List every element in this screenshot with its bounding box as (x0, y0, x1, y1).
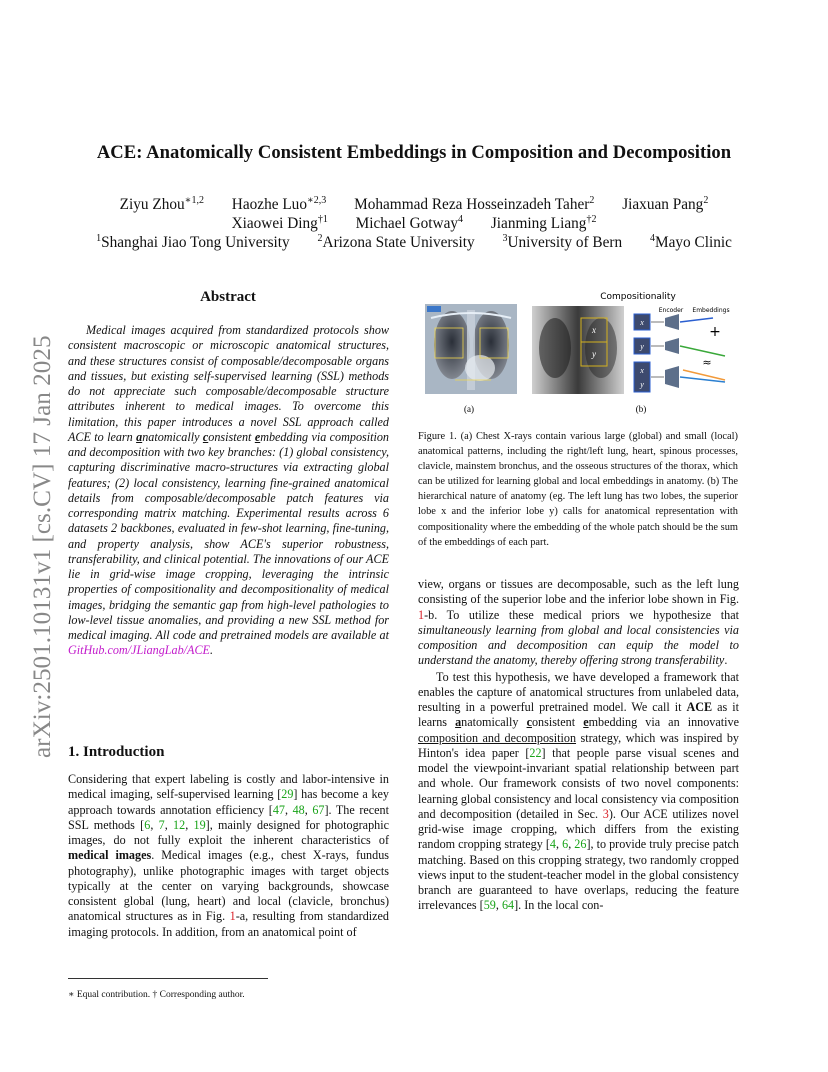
arxiv-id-text: arXiv:2501.10131v1 [cs.CV] 17 Jan 2025 (29, 335, 56, 758)
encoder-label: Encoder (658, 307, 684, 314)
author: Mohammad Reza Hosseinzadeh Taher$^2$ (354, 195, 595, 213)
citation-link[interactable]: 48 (292, 802, 305, 817)
patch-label-y: y (592, 349, 596, 359)
paragraph: view, organs or tissues are decomposable, such as the left lung consisting of the superior lobe and the inferior lobe shown in Fig. 1-b. To utilize these medical priors we hypothesize that simultaneously learning from global and local consistencies via composition and decomposition can equip the model to understand the anatomy, thereby offering strong transferability. (418, 577, 739, 668)
figure-1-caption: Figure 1. (a) Chest X-rays contain various large (global) and small (local) anatomical patterns, including the right/left lung, heart, spinous processes, clavicle, mainstem bronchus, and the osseous structures of the thorax, which can be utilized for learning global and local embeddings in anatomy. (b) The hierarchical nature of anatomy (eg. The left lung has two lobes, the superior lobe x and the inferior lobe y) calls for anatomical representation with compositionality where the embedding of the whole patch should be the sum of the embeddings of each part. (418, 431, 738, 548)
abstract-heading: Abstract (200, 289, 256, 305)
row-label-y-combined: y (640, 380, 644, 389)
panel-label-a: (a) (464, 404, 474, 414)
affiliation: $^2$Arizona State University (317, 233, 475, 251)
affiliation: $^1$Shanghai Jiao Tong University (96, 233, 290, 251)
chest-xray-image-b (532, 306, 624, 394)
author-line-2 (50, 215, 778, 233)
author: Ziyu Zhou$^{∗1,2}$ (119, 195, 204, 213)
paper-title: ACE: Anatomically Consistent Embeddings in Composition and Decomposition (96, 142, 732, 163)
patch-label-x: x (592, 325, 596, 335)
citation-link[interactable]: 4 (549, 837, 556, 852)
section-link[interactable]: 3 (602, 806, 609, 821)
approx-symbol: ≈ (702, 356, 712, 369)
panel-label-b: (b) (635, 404, 647, 414)
row-label-y: y (640, 342, 644, 351)
abstract-text: Medical images acquired from standardized protocols show consistent macroscopic or microscopic anatomical structures, and these structures consist of composable/decomposable organs and tissues, but existing self-supervised learning (SSL) methods do not appreciate such composable/decomposable structure attributes inherent to medical images. To overcome this limitation, this paper introduces a novel SSL approach called ACE to learn anatomically consistent embedding via composition and decomposition with two key branches: (1) global consistency, capturing discriminative macro-structures via extracting global features; (2) local consistency, learning fine-grained anatomical details from composable/decomposable patch features via corresponding matrix matching. Experimental results across 6 datasets 2 backbones, evaluated in few-shot learning, fine-tuning, and property analysis, show ACE's superior robustness, transferability, and clinical potential. The innovations of our ACE lie in grid-wise image cropping, leveraging the intrinsic properties of compositionality and decompositionality of medical images, bridging the semantic gap from high-level pathologies to low-level tissue anomalies, and providing a new SSL method for medical imaging. All code and pretrained models are available at GitHub.com/JLiangLab/ACE. (68, 323, 389, 658)
patch-y-row (634, 338, 725, 356)
citation-link[interactable]: 6 (562, 837, 569, 852)
citation-link[interactable]: 12 (173, 817, 186, 832)
chest-xray-image-a (425, 304, 517, 394)
citation-link[interactable]: 22 (529, 745, 542, 760)
citation-link[interactable]: 19 (193, 817, 206, 832)
author-line-1 (50, 196, 778, 214)
author: Jianming Liang$^{\dagger 2}$ (490, 214, 597, 232)
author: Jiaxuan Pang$^2$ (622, 195, 709, 213)
row-label-x-combined: x (640, 366, 644, 375)
figure-link[interactable]: 1 (229, 909, 236, 924)
right-column-text (418, 577, 739, 914)
citation-link[interactable]: 26 (574, 837, 587, 852)
figure-link[interactable]: 1 (418, 607, 425, 622)
plus-symbol: + (709, 324, 721, 340)
citation-link[interactable]: 59 (483, 898, 496, 913)
compositionality-title: Compositionality (600, 292, 676, 302)
embeddings-label: Embeddings (692, 307, 730, 314)
row-label-x: x (640, 318, 644, 327)
citation-link[interactable]: 6 (144, 817, 151, 832)
citation-link[interactable]: 29 (281, 787, 294, 802)
affiliations (50, 234, 778, 252)
citation-link[interactable]: 64 (501, 898, 515, 913)
citation-link[interactable]: 47 (272, 802, 285, 817)
author: Haozhe Luo$^{∗2,3}$ (231, 195, 327, 213)
github-link[interactable]: GitHub.com/JLiangLab/ACE (68, 643, 210, 658)
paragraph: To test this hypothesis, we have developed a framework that enables the capture of anatomical structures from unlabeled data, resulting in a powerful pretrained model. We call it ACE as it learns anatomically consistent embedding via an innovative composition and decomposition strategy, which was inspired by Hinton's idea paper [22] that people parse visual scenes and model the viewpoint-invariant spatial relationship between part and whole. Our framework consists of two novel components: learning global consistency and local consistency via composition and decomposition (detailed in Sec. 3). Our ACE utilizes novel grid-wise image cropping, which differs from the existing random cropping strategy [4, 6, 26], to provide truly precise patch matching. Based on this cropping strategy, two randomly cropped views input to the student-teacher model in the global consistency branch are guaranteed to have overlaps, reducing the feature irrelevances [59, 64]. In the local con- (418, 669, 740, 913)
introduction-text: Considering that expert labeling is costly and labor-intensive in medical imaging, self-supervised learning [29] has become a key approach towards annotation efficiency [47, 48, 67]. The recent SSL methods [6, 7, 12, 19], mainly designed for photographic images, do not fully exploit the inherent characteristics of medical images. Medical images (e.g., chest X-rays, fundus photography), unlike photographic images with target objects typically at the center on varying backgrounds, showcase consistent global (lung, heart) and local (clavicle, bronchus) anatomical structures as in Fig. 1-a, resulting from standardized imaging protocols. In addition, from an anatomical point of (68, 772, 390, 939)
affiliation: $^4$Mayo Clinic (649, 233, 732, 251)
section-heading-introduction: 1. Introduction (68, 744, 165, 760)
footnote-divider (68, 978, 268, 979)
patch-x-row (634, 314, 713, 330)
author: Michael Gotway$^4$ (355, 214, 464, 232)
affiliation: $^3$University of Bern (502, 233, 623, 251)
arxiv-identifier-stamp (8, 290, 68, 760)
citation-link[interactable]: 67 (312, 802, 325, 817)
footnote: ∗ Equal contribution. † Corresponding author. (68, 990, 245, 1000)
citation-link[interactable]: 7 (158, 817, 165, 832)
author: Xiaowei Ding$^{\dagger 1}$ (231, 214, 328, 232)
figure-1 (425, 290, 743, 420)
